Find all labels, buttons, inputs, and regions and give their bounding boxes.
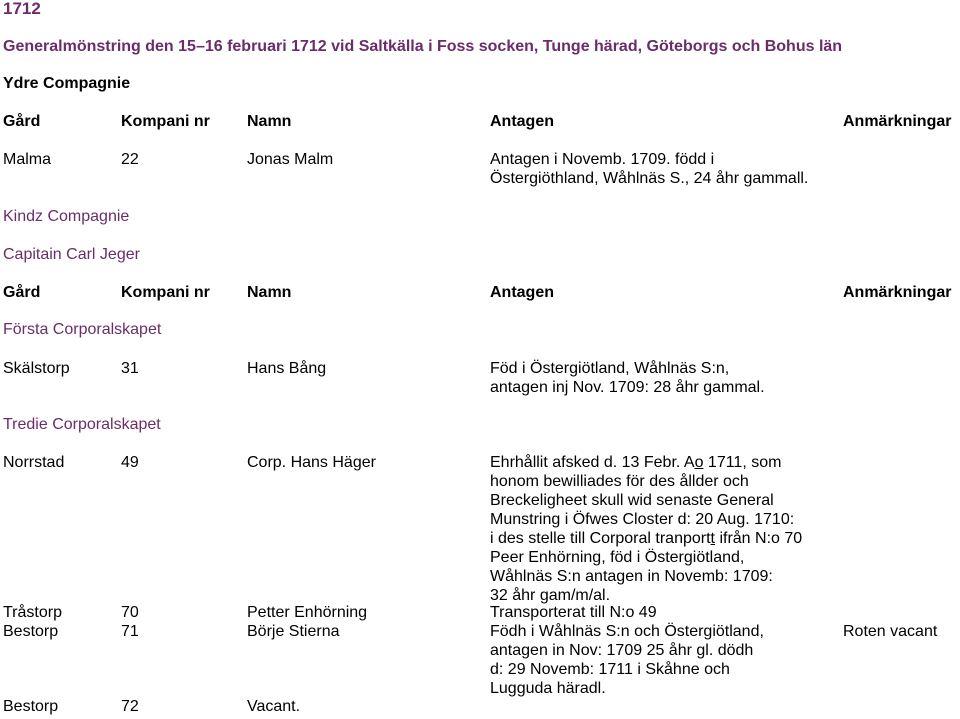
col-header-antagen: Antagen (490, 113, 554, 130)
col-header-anm: Anmärkningar (843, 284, 952, 301)
skalstorp-namn: Hans Bång (247, 360, 327, 377)
trastorp-antagen: Transporterat till N:o 49 (490, 604, 657, 621)
col-header-namn: Namn (247, 113, 292, 130)
norrstad-antagen-post: ifrån N:o 70 (715, 530, 803, 547)
col-header-anm: Anmärkningar (843, 113, 952, 130)
norrstad-antagen (490, 453, 802, 605)
malma-gard: Malma (3, 151, 52, 168)
bestorp71-nr: 71 (121, 623, 139, 640)
skalstorp-antagen-line: antagen inj Nov. 1709: 28 åhr gammal. (490, 379, 765, 396)
norrstad-gard: Norrstad (3, 454, 65, 471)
col-header-gard: Gård (3, 113, 41, 130)
skalstorp-antagen-line: Föd i Östergiötland, Wåhlnäs S:n, (490, 360, 730, 377)
col-header-gard: Gård (3, 284, 41, 301)
norrstad-antagen-underline: t (710, 530, 715, 547)
col-header-antagen: Antagen (490, 284, 554, 301)
norrstad-antagen-post: 1711, som (703, 454, 782, 471)
norrstad-antagen-pre: Ehrhållit afsked d. 13 Febr. A (490, 454, 695, 471)
norrstad-antagen-line (490, 529, 802, 548)
document-title: Generalmönstring den 15–16 februari 1712 vid Saltkälla i Foss socken, Tunge härad, Göteborgs och Bohus län (3, 38, 843, 55)
bestorp72-nr: 72 (121, 698, 139, 715)
col-header-kompani: Kompani nr (121, 113, 210, 130)
bestorp71-anm: Roten vacant (843, 623, 938, 640)
year-heading: 1712 (3, 0, 41, 18)
norrstad-antagen-line: Breckeligheet skull wid senaste General (490, 492, 774, 509)
section-tredie: Tredie Corporalskapet (3, 416, 161, 433)
company-heading-ydre: Ydre Compagnie (3, 75, 131, 92)
bestorp71-antagen-line: Lugguda häradl. (490, 680, 606, 697)
malma-nr: 22 (121, 151, 139, 168)
bestorp72-namn: Vacant. (247, 698, 301, 715)
norrstad-antagen-line: honom bewilliades för des ållder och (490, 473, 749, 490)
bestorp71-gard: Bestorp (3, 623, 59, 640)
malma-antagen (490, 150, 808, 188)
company-heading-kindz: Kindz Compagnie (3, 208, 130, 225)
norrstad-antagen-line: Wåhlnäs S:n antagen in Novemb: 1709: (490, 568, 773, 585)
norrstad-antagen-line (490, 453, 802, 472)
skalstorp-nr: 31 (121, 360, 139, 377)
bestorp71-antagen-line: Födh i Wåhlnäs S:n och Östergiötland, (490, 623, 764, 640)
malma-namn: Jonas Malm (247, 151, 334, 168)
bestorp72-gard: Bestorp (3, 698, 59, 715)
norrstad-antagen-underline: o (694, 454, 704, 471)
col-header-namn: Namn (247, 284, 292, 301)
bestorp71-antagen-line: antagen in Nov: 1709 25 åhr gl. dödh (490, 642, 754, 659)
trastorp-gard: Tråstorp (3, 604, 62, 621)
bestorp71-antagen (490, 622, 764, 698)
malma-antagen-line: Antagen i Novemb. 1709. född i (490, 151, 715, 168)
norrstad-nr: 49 (121, 454, 139, 471)
malma-antagen-line: Östergiöthland, Wåhlnäs S., 24 åhr gammall. (490, 170, 809, 187)
norrstad-antagen-line: Munstring i Öfwes Closter d: 20 Aug. 1710: (490, 511, 795, 528)
captain-heading: Capitain Carl Jeger (3, 246, 140, 263)
skalstorp-gard: Skälstorp (3, 360, 70, 377)
trastorp-namn: Petter Enhörning (247, 604, 368, 621)
skalstorp-antagen (490, 359, 765, 397)
norrstad-namn: Corp. Hans Häger (247, 454, 376, 471)
norrstad-antagen-line: Peer Enhörning, föd i Östergiötland, (490, 549, 745, 566)
col-header-kompani: Kompani nr (121, 284, 210, 301)
norrstad-antagen-pre: i des stelle till Corporal tranport (490, 530, 711, 547)
trastorp-nr: 70 (121, 604, 139, 621)
section-forsta: Första Corporalskapet (3, 321, 162, 338)
norrstad-antagen-line: 32 åhr gam/m/al. (490, 587, 611, 604)
bestorp71-namn: Börje Stierna (247, 623, 340, 640)
bestorp71-antagen-line: d: 29 Novemb: 1711 i Skåhne och (490, 661, 730, 678)
